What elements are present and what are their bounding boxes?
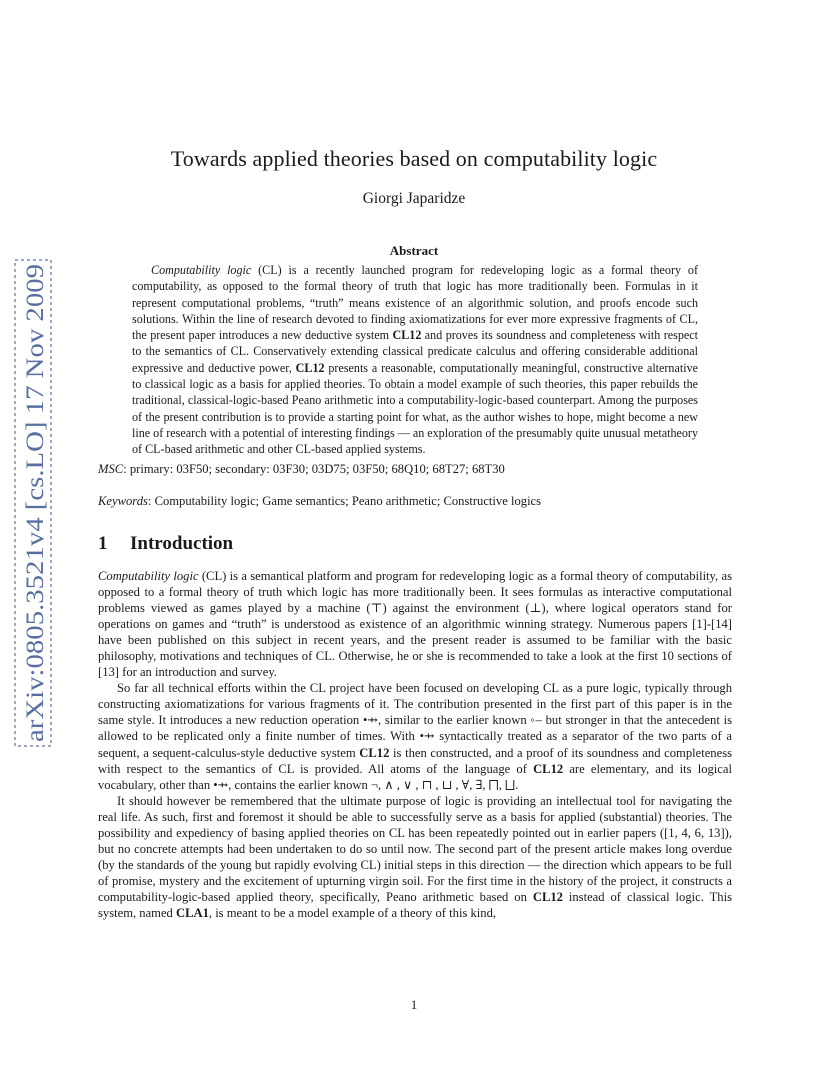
reduction-operator: ◦–: [530, 713, 542, 728]
arxiv-stamp-text: arXiv:0805.3521v4 [cs.LO] 17 Nov 2009: [22, 326, 49, 742]
author-name: Giorgi Japaridze: [362, 190, 466, 207]
paragraph: So far all technical efforts within the CL project have been focused on developing CL as a pure logic, typically through constructing axiomatizations for various fragments of it. The contribution presented in the first part of this paper is in the same style. It introduces a new reduction operation •⇸, similar to the earlier known ◦– but stronger in that the antecedent is allowed to be replicated only a finite number of times. With •⇸ syntactically treated as a separator of the two parts of a sequent, a sequent-calculus-style deductive system CL12 is then constructed, and a proof of its soundness and completeness with respect to the semantics of CL is provided. All atoms of the language of CL12 are elementary, and its logical vocabulary, other than •⇸, contains the earlier known ¬, ∧ , ∨ , ⊓ , ⊔ , ∀, ∃, ⨅, ⨆.: [98, 681, 733, 792]
section-heading: [98, 533, 233, 555]
system-name: CL12: [295, 360, 325, 375]
system-name: CL12: [392, 328, 422, 343]
page-number: 1: [410, 997, 418, 1012]
reduction-operator: •⇸: [213, 777, 229, 792]
system-name: CL12: [359, 745, 390, 760]
arxiv-stamp: [12, 258, 54, 748]
reduction-operator: •⇸: [362, 713, 378, 728]
section-title: Introduction: [130, 533, 234, 554]
system-name: CLA1: [176, 905, 209, 920]
keywords-label: Keywords: [98, 494, 148, 508]
paragraph: Computability logic (CL) is a semantical platform and program for redeveloping logic as a formal theory of computability, as opposed to a formal theory of truth which logic has more traditionally been. It sees formulas as interactive computational problems viewed as games played by a machine (⊤) against the environment (⊥), where logical operators stand for operations on games and “truth” is understood as existence of an algorithmic winning strategy. Numerous papers [1]-[14] have been published on this subject in recent years, and the present reader is assumed to be familiar with the basic philosophy, motivations and techniques of CL. Otherwise, he or she is recommended to take a look at the first 10 sections of [13] for an introduction and survey.: [98, 569, 732, 680]
section-number: 1: [98, 533, 108, 554]
msc-label: MSC: [98, 462, 124, 476]
keywords-list: : Computability logic; Game semantics; Peano arithmetic; Constructive logics: [147, 494, 542, 508]
system-name: CL12: [532, 889, 563, 904]
abstract-heading: Abstract: [389, 243, 439, 258]
introduction-body: [98, 568, 732, 921]
abstract-text: Computability logic (CL) is a recently launched program for redeveloping logic as a formal theory of computability, as opposed to the formal theory of truth that logic has more traditionally been. Formulas in it represent computational problems, “truth” means existence of an algorithmic solution, and proofs encode such solutions. Within the line of research devoted to finding axiomatizations for ever more expressive fragments of CL, the present paper introduces a new deductive system CL12 and proves its soundness and completeness with respect to the semantics of CL. Conservatively extending classical predicate calculus and offering considerable additional expressive and deductive power, CL12 presents a reasonable, computationally meaningful, constructive alternative to classical logic as a basis for applied theories. To obtain a model example of such theories, this paper rebuilds the traditional, classical-logic-based Peano arithmetic into a computability-logic-based counterpart. Among the purposes of the present contribution is to provide a starting point for what, as the author wishes to hope, might become a new line of research with a potential of interesting findings — an exploration of the presumably quite unusual metatheory of CL-based arithmetic and other CL-based applied systems.: [132, 263, 698, 457]
system-name: CL12: [533, 761, 564, 776]
abstract-term: Computability logic: [151, 263, 252, 277]
paragraph: It should however be remembered that the ultimate purpose of logic is providing an intellectual tool for navigating the real life. As such, first and foremost it should be able to successfully serve as a basis for applied (substantial) theories. The possibility and expediency of basing applied theories on CL has been repeatedly pointed out in earlier papers ([1, 4, 6, 13]), but no concrete attempts had been undertaken to do so until now. The second part of the present article makes long overdue (by the standards of the young but rapidly evolving CL) initial steps in this direction — the direction which appears to be full of promise, mystery and the excitement of upturning virgin soil. For the first time in the history of the project, it constructs a computability-logic-based applied theory, specifically, Peano arithmetic based on CL12 instead of classical logic. This system, named CLA1, is meant to be a model example of a theory of this kind,: [98, 793, 732, 920]
reduction-operator: •⇸: [419, 729, 435, 744]
msc-codes: : primary: 03F50; secondary: 03F30; 03D75; 03F50; 68Q10; 68T27; 68T30: [123, 462, 505, 476]
paper-title: Towards applied theories based on computability logic: [170, 146, 658, 171]
msc-line: [98, 462, 738, 477]
keywords-line: [98, 494, 738, 509]
